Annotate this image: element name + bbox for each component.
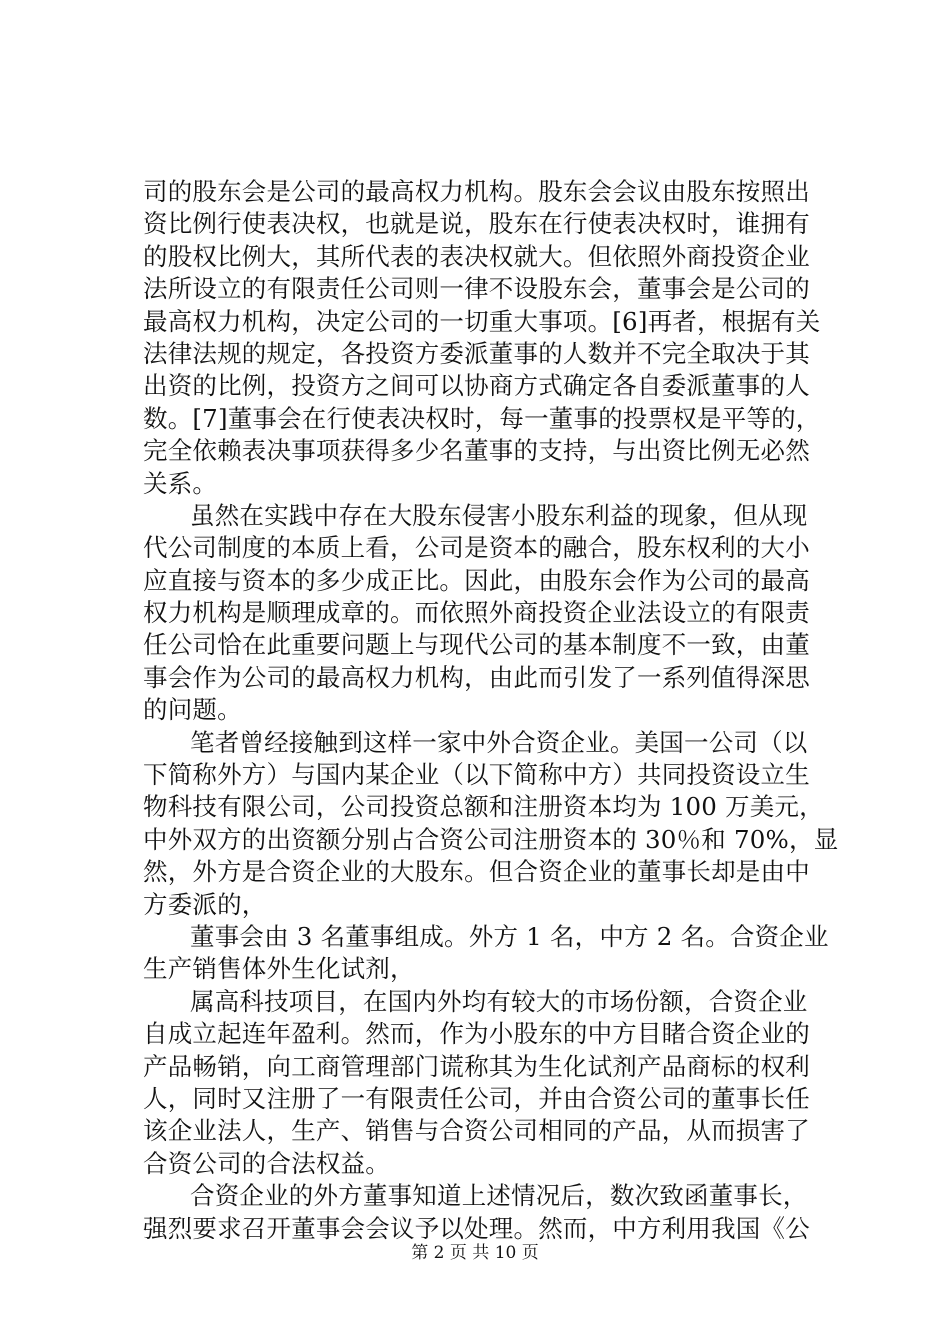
text-line: 物科技有限公司，公司投资总额和注册资本均为 100 万美元， xyxy=(143,792,824,822)
text-line: 代公司制度的本质上看，公司是资本的融合，股东权利的大小 xyxy=(143,533,810,563)
page-footer: 第 2 页 共 10 页 xyxy=(411,1243,539,1263)
text-line: 中外双方的出资额分别占合资公司注册资本的 30％和 70%，显 xyxy=(143,824,839,854)
paragraph-first-line: 虽然在实践中存在大股东侵害小股东利益的现象，但从现 xyxy=(190,500,808,530)
text-line: 自成立起连年盈利。然而，作为小股东的中方目睹合资企业的 xyxy=(143,1019,810,1049)
text-line: 任公司恰在此重要问题上与现代公司的基本制度不一致，由董 xyxy=(143,630,810,660)
text-line: 资比例行使表决权，也就是说，股东在行使表决权时，谁拥有 xyxy=(143,209,810,239)
text-line: 合资公司的合法权益。 xyxy=(143,1148,390,1178)
text-line: 法所设立的有限责任公司则一律不设股东会，董事会是公司的 xyxy=(143,274,810,304)
text-line: 生产销售体外生化试剂， xyxy=(143,954,415,984)
paragraph-first-line: 董事会由 3 名董事组成。外方 1 名，中方 2 名。合资企业 xyxy=(190,921,829,951)
text-line: 事会作为公司的最高权力机构，由此而引发了一系列值得深思 xyxy=(143,662,810,692)
text-line: 的问题。 xyxy=(143,695,242,725)
text-line: 应直接与资本的多少成正比。因此，由股东会作为公司的最高 xyxy=(143,565,810,595)
document-body xyxy=(143,176,843,1245)
text-line: 人，同时又注册了一有限责任公司，并由合资公司的董事长任 xyxy=(143,1083,810,1113)
text-line: 完全依赖表决事项获得多少名董事的支持，与出资比例无必然 xyxy=(143,436,810,466)
text-line: 司的股东会是公司的最高权力机构。股东会会议由股东按照出 xyxy=(143,177,810,206)
text-line: 强烈要求召开董事会会议予以处理。然而，中方利用我国《公 xyxy=(143,1213,810,1243)
text-line: 该企业法人，生产、销售与合资公司相同的产品，从而损害了 xyxy=(143,1116,810,1146)
paragraph-first-line: 合资企业的外方董事知道上述情况后，数次致函董事长， xyxy=(190,1181,808,1211)
text-line: 数。[7]董事会在行使表决权时，每一董事的投票权是平等的， xyxy=(143,403,821,433)
text-line: 出资的比例，投资方之间可以协商方式确定各自委派董事的人 xyxy=(143,371,810,401)
paragraph-first-line: 属高科技项目，在国内外均有较大的市场份额，合资企业 xyxy=(190,986,808,1016)
paragraph-first-line: 笔者曾经接触到这样一家中外合资企业。美国一公司（以 xyxy=(190,727,808,757)
text-line: 关系。 xyxy=(143,468,218,498)
text-line: 下简称外方）与国内某企业（以下简称中方）共同投资设立生 xyxy=(143,760,810,790)
text-line: 权力机构是顺理成章的。而依照外商投资企业法设立的有限责 xyxy=(143,598,810,628)
text-line: 法律法规的规定，各投资方委派董事的人数并不完全取决于其 xyxy=(143,338,810,368)
text-line: 最高权力机构，决定公司的一切重大事项。[6]再者，根据有关 xyxy=(143,306,821,336)
text-line: 方委派的， xyxy=(143,889,267,919)
text-line: 然，外方是合资企业的大股东。但合资企业的董事长却是由中 xyxy=(143,857,810,887)
text-line: 的股权比例大，其所代表的表决权就大。但依照外商投资企业 xyxy=(143,241,810,271)
text-line: 产品畅销，向工商管理部门谎称其为生化试剂产品商标的权利 xyxy=(143,1051,810,1081)
